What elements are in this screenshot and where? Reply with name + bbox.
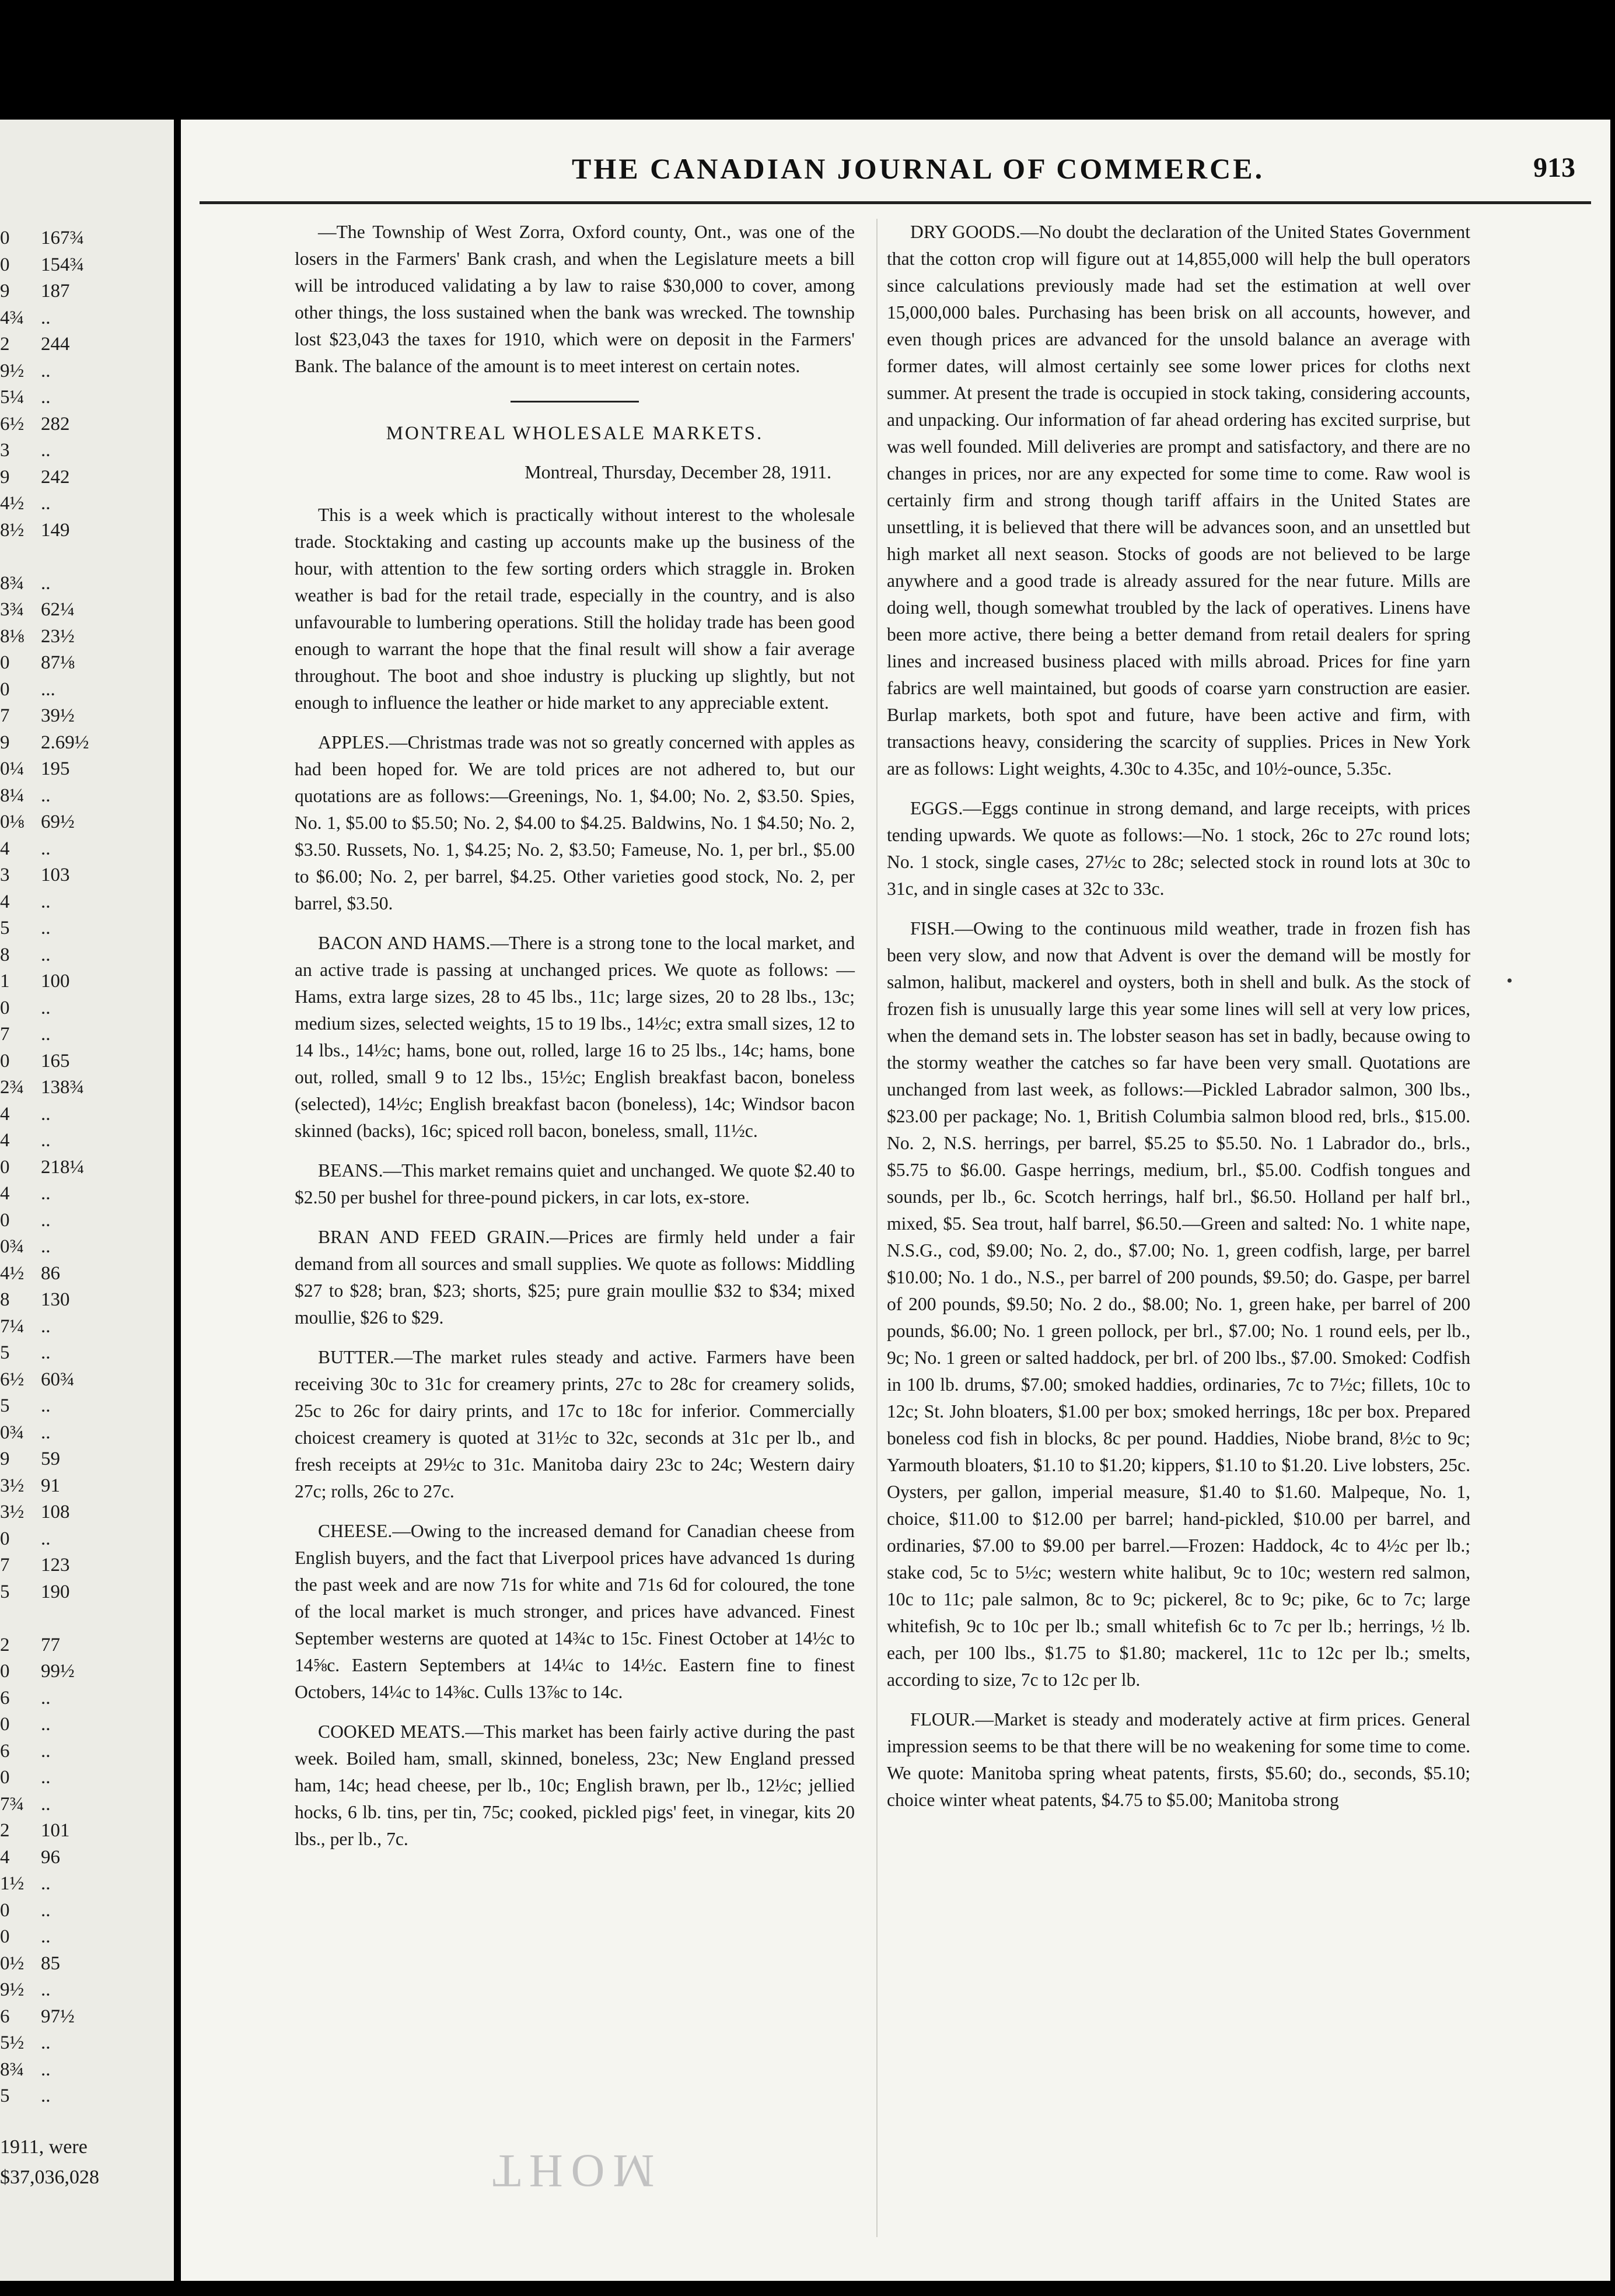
facing-page-cell: 77 xyxy=(41,1634,60,1656)
facing-page-cell: 4 xyxy=(0,1183,10,1204)
facing-page-cell: 7 xyxy=(0,705,10,726)
facing-page-cell: 190 xyxy=(41,1581,70,1602)
facing-page-cell: .. xyxy=(41,1315,51,1337)
facing-page-cell: 1 xyxy=(0,971,10,992)
facing-page-cell: .. xyxy=(41,1236,51,1257)
facing-page-cell: 0 xyxy=(0,254,10,275)
facing-page-cell: 6½ xyxy=(0,413,25,435)
eggs-report: EGGS.—Eggs continue in strong demand, and large receipts, with prices tending upwards. We quote as follows:—No. 1 stock, 26c to 27c round lots; No. 1 stock, single cases, 27½c to 28c; selected stock in round lots at 30c to 31c, and in single cases at 32c to 33c. xyxy=(887,798,1470,899)
facing-page-cell: .. xyxy=(41,1793,51,1815)
facing-page-cell: .. xyxy=(41,918,51,939)
facing-page-cell: 0 xyxy=(0,1661,10,1682)
facing-page-cell: 0 xyxy=(0,1714,10,1735)
facing-page-cell: .. xyxy=(41,1740,51,1762)
facing-page-cell: 2.69½ xyxy=(41,732,89,753)
facing-page-cell: .. xyxy=(41,1899,51,1921)
facing-page-cell: 3½ xyxy=(0,1502,25,1522)
facing-page-cell: 108 xyxy=(41,1502,70,1522)
township-notice: —The Township of West Zorra, Oxford county, Ont., was one of the losers in the Farmers' Bank crash, and when the Legislature meets a bill will be introduced validating a by law to raise $30,000 to cover, among other things, the loss sustained when the bank was wrecked. The township lost $23,043 the taxes for 1910, which were on deposit in the Farmers' Bank. The balance of the amount is to meet interest on certain notes. xyxy=(295,222,855,376)
facing-page-cell: 39½ xyxy=(41,705,75,726)
facing-page-cell: 4½ xyxy=(0,1262,25,1284)
facing-page-cell: .. xyxy=(41,440,51,461)
facing-page-cell: 5¼ xyxy=(0,387,25,408)
facing-page-cell: 4 xyxy=(0,1103,10,1125)
facing-page-cell: .. xyxy=(41,1714,51,1735)
facing-page-cell: 1½ xyxy=(0,1873,25,1894)
facing-page-cell: 2 xyxy=(0,1820,10,1841)
facing-page-cell: 218¼ xyxy=(41,1156,85,1178)
facing-page-cell: .. xyxy=(41,1979,51,2000)
facing-page-cell: .. xyxy=(41,572,51,594)
facing-page-cell: 103 xyxy=(41,864,70,886)
facing-page-cell: 138¾ xyxy=(41,1077,85,1098)
bacon-report: BACON AND HAMS.—There is a strong tone to the local market, and an active trade is passing at unchanged prices. We quote as follows: — Hams, extra large sizes, 28 to 45 lbs., 11c; large sizes, 20 to 28 lbs., 13c; medium sizes, selected weights, 15 to 19 lbs., 14½c; extra small sizes, 12 to 14 lbs., 14½c; hams, bone out, rolled, large 16 to 25 lbs., 14c; hams, bone out, rolled, small 9 to 12 lbs., 15½c; English breakfast bacon, boneless (selected), 14½c; English breakfast bacon (boneless), 14c; Windsor bacon skinned (backs), 16c; spiced roll bacon, boneless, small, 11½c. xyxy=(295,933,855,1141)
facing-page-cell: .. xyxy=(41,1687,51,1709)
facing-page-cell: 0 xyxy=(0,652,10,673)
facing-page-cell: 9½ xyxy=(0,1979,25,2000)
facing-page-cell: 5 xyxy=(0,1342,10,1363)
facing-page-cell: 85 xyxy=(41,1952,60,1974)
facing-page-cell: 7¾ xyxy=(0,1793,25,1815)
facing-page-cell: 86 xyxy=(41,1262,60,1284)
facing-page-cell: 69½ xyxy=(41,811,75,832)
section-title: MONTREAL WHOLESALE MARKETS. xyxy=(386,423,764,444)
column-gutter xyxy=(876,219,878,2237)
facing-page-cell: 0 xyxy=(0,1050,10,1072)
facing-page-cell: .. xyxy=(41,387,51,408)
facing-page-cell: 7 xyxy=(0,1555,10,1576)
facing-page-cell: 0 xyxy=(0,1209,10,1231)
facing-page-cell: 99½ xyxy=(41,1661,75,1682)
facing-page-cell: 0 xyxy=(0,1528,10,1549)
facing-page-foot-line-1: 1911, were xyxy=(0,2136,88,2158)
facing-page-cell: 59 xyxy=(41,1448,60,1469)
facing-page-cell: 2 xyxy=(0,1634,10,1656)
facing-page-cell: 9 xyxy=(0,1448,10,1469)
facing-page-cell: 282 xyxy=(41,413,70,435)
facing-page-cell: 8⅛ xyxy=(0,625,25,647)
facing-page-cell: 7 xyxy=(0,1024,10,1045)
facing-page-cell: 97½ xyxy=(41,2006,75,2027)
facing-page-cell: 6 xyxy=(0,1740,10,1762)
facing-page-cell: 100 xyxy=(41,971,70,992)
facing-page-cell: 8 xyxy=(0,944,10,965)
facing-page-cell: .. xyxy=(41,360,51,382)
facing-page-cell: 0 xyxy=(0,678,10,700)
facing-page-cell: .. xyxy=(41,997,51,1019)
facing-page-cell: 2 xyxy=(0,334,10,355)
facing-page-cell: 0⅛ xyxy=(0,811,25,832)
cheese-report: CHEESE.—Owing to the increased demand for Canadian cheese from English buyers, and the fact that Liverpool prices have advanced 1s during the past week and are now 71s for white and 71s 6d for coloured, the tone of the local market is much stronger, and prices have advanced. Finest September westerns are quoted at 14¾c to 15c. Finest October at 14½c to 14⅝c. Eastern Septembers at 14¼c to 14½c. Eastern fine to finest Octobers, 14¼c to 14⅜c. Culls 13⅞c to 14c. xyxy=(295,1521,855,1702)
left-column xyxy=(295,219,855,1866)
facing-page-cell: .. xyxy=(41,1395,51,1416)
facing-page-cell: 6 xyxy=(0,1687,10,1709)
fish-report: FISH.—Owing to the continuous mild weather, trade in frozen fish has been very slow, and now that Advent is over the demand will be mostly for salmon, halibut, mackerel and oysters, both in shell and bulk. As the stock of frozen fish is unusually large this year some lines will sell at very low prices, when the demand sets in. The lobster season has set in badly, because owing to the stormy weather the catches so far have been very small. Quotations are unchanged from last week, as follows:—Pickled Labrador salmon, 300 lbs., $23.00 per package; No. 1, British Columbia salmon blood red, brls., $15.00. No. 2, N.S. herrings, per barrel, $5.25 to $5.50. No. 1 Labrador do., brls., $5.75 to $6.00. Gaspe herrings, medium, brl., $5.00. Codfish tongues and sounds, per lb., 6c. Scotch herrings, half brl., $6.50. Holland per half brl., mixed, $5. Sea trout, half barrel, $6.50.—Green and salted: No. 1 white nape, N.S.G., cod, $9.00; No. 2, do., $7.00; No. 1, green codfish, large, per barrel $10.00; No. 1 do., N.S., per barrel of 200 pounds, $9.50; do. Gaspe, per barrel of 200 pounds, $9.50; No. 2 do., $8.00; No. 1, green hake, per barrel of 200 pounds, $6.00; No. 1 green pollock, per brl., $7.00; No. 1 round eels, per lb., 9c; No. 1 green or salted haddock, per brl. of 200 lbs., $7.00. Smoked: Codfish in 100 lb. drums, $7.00; smoked haddies, ordinaries, 7c to 7½c; fillets, 10c to 12c; St. John bloaters, $1.00 per box; smoked herrings, 18c per box. Prepared boneless cod fish in blocks, 8c per pound. Haddies, Niobe brand, 8½c to 9c; Yarmouth bloaters, $1.10 to $1.20; kippers, $1.10 to $1.20. Live lobsters, 25c. Oysters, per gallon, imperial measure, $1.40 to $1.60. Malpeque, No. 1, choice, $11.00 to $12.00 per barrel; hand-pickled, $10.00 per barrel, and ordinaries, $7.00 to $9.00 per barrel.—Frozen: Haddock, 4c to 4½c per lb.; stake cod, 5c to 5½c; western white halibut, 9c to 10c; western red salmon, 10c to 11c; pale salmon, 8c to 9c; pickerel, 8c to 9c; pike, 6c to 7c; large whitefish, 9c to 10c per lb.; small whitefish 6c to 7c per lb.; herrings, ½ lb. each, per 100 lbs., $1.75 to $1.80; mackerel, 11c to 12c per lb.; smelts, according to size, 7c to 12c per lb. xyxy=(887,918,1470,1690)
facing-page-cell: 7¼ xyxy=(0,1315,25,1337)
facing-page-cell: 0½ xyxy=(0,1952,25,1974)
facing-page-cell: 5 xyxy=(0,918,10,939)
section-divider xyxy=(511,401,639,402)
facing-page-cell: .. xyxy=(41,838,51,859)
facing-page-cell: 8½ xyxy=(0,519,25,541)
facing-page-cell: 0 xyxy=(0,1926,10,1947)
facing-page-cell: .. xyxy=(41,1209,51,1231)
facing-page-cell: .. xyxy=(41,1926,51,1947)
facing-page-cell: 149 xyxy=(41,519,70,541)
facing-page-cell: 60¾ xyxy=(41,1368,75,1390)
facing-page-cell: 5½ xyxy=(0,2032,25,2053)
dry-goods-report: DRY GOODS.—No doubt the declaration of the United States Government that the cotton crop will figure out at 14,855,000 will help the bull operators since calculations previously made had set the estimation at well over 15,000,000 bales. Purchasing has been brisk on all accounts, however, and even though prices are advanced for the unsold balance an average with former dates, will almost certainly see some lower prices for cloths next summer. At present the trade is occupied in stock taking, considering accounts, and unpacking. Our information of far ahead ordering has excited surprise, but was well founded. Mill deliveries are prompt and satisfactory, and there are no changes in prices, nor are any expected for some time to come. Raw wool is certainly firm and strong though tariff affairs in the United States are unsettling, it is believed that there will be advances soon, and an unsettled but high market all next season. Stocks of goods are not believed to be large anywhere and a good trade is already assured for the near future. Mills are doing well, though somewhat troubled by the lack of operatives. Linens have been more active, there being a better demand from retail dealers for spring lines and increased business placed with mills abroad. Prices for fine yarn fabrics are well maintained, but goods of coarse yarn construction are easier. Burlap markets, both spot and future, have been active and firm, with transactions heavy, considering the scarcity of supplies. Prices in New York are as follows: Light weights, 4.30c to 4.35c, and 10½-ounce, 5.35c. xyxy=(887,222,1470,779)
flour-report: FLOUR.—Market is steady and moderately active at firm prices. General impression seems to be that there will be no weakening for some time to come. We quote: Manitoba spring wheat patents, firsts, $5.60; do., seconds, $5.10; choice winter wheat patents, $4.75 to $5.00; Manitoba strong xyxy=(887,1709,1470,1810)
header-rule xyxy=(200,201,1591,204)
facing-page-cell: ... xyxy=(41,678,55,700)
market-overview: This is a week which is practically without interest to the wholesale trade. Stocktaking and casting up accounts make up the business of the hour, with attention to the few sorting orders which straggle in. Broken weather is bad for the retail trade, especially in the country, and is also unfavourable to lumbering operations. Still the holiday trade has been good enough to warrant the hope that the final result will show a fair average throughout. The boot and shoe industry is plucking up slightly, but not enough to influence the leather or hide market to any appreciable extent. xyxy=(295,505,855,713)
facing-page-cell: 4 xyxy=(0,1846,10,1868)
facing-page-cell: .. xyxy=(41,1342,51,1363)
bleed-through-stamp: MOHT xyxy=(484,2145,655,2196)
facing-page-cell: .. xyxy=(41,1873,51,1894)
facing-page-cell: 195 xyxy=(41,758,70,779)
facing-page-cell: 9½ xyxy=(0,360,25,382)
facing-page-footnote xyxy=(0,2132,99,2193)
facing-page-cell: .. xyxy=(41,891,51,912)
facing-page-cell: .. xyxy=(41,2059,51,2080)
facing-page-cell: .. xyxy=(41,493,51,514)
bran-report: BRAN AND FEED GRAIN.—Prices are firmly held under a fair demand from all sources and small supplies. We quote as follows: Middling $27 to $28; bran, $23; shorts, $25; pure grain moullie $32 to $34; mixed moullie, $26 to $29. xyxy=(295,1227,855,1328)
right-column xyxy=(887,219,1470,1826)
facing-page-cell: 4½ xyxy=(0,493,25,514)
facing-page-cell: 5 xyxy=(0,1395,10,1416)
facing-page-cell: 9 xyxy=(0,466,10,488)
facing-page-cell: 130 xyxy=(41,1289,70,1310)
facing-page-cell: 9 xyxy=(0,732,10,753)
facing-page-cell: .. xyxy=(41,1024,51,1045)
facing-page-cell: 3 xyxy=(0,440,10,461)
facing-page-cell: 154¾ xyxy=(41,254,85,275)
facing-page-cell: .. xyxy=(41,307,51,328)
facing-page-cell: 244 xyxy=(41,334,70,355)
facing-page-cell: .. xyxy=(41,2085,51,2106)
facing-page-cell: 4 xyxy=(0,838,10,859)
facing-page-cell: 4 xyxy=(0,891,10,912)
facing-page-cell: 4¾ xyxy=(0,307,25,328)
facing-page-cell: 6½ xyxy=(0,1368,25,1390)
facing-page-cell: 0 xyxy=(0,997,10,1019)
facing-page-cell: 242 xyxy=(41,466,70,488)
facing-page-cell: .. xyxy=(41,1103,51,1125)
facing-page-cell: 3 xyxy=(0,864,10,886)
facing-page-foot-line-2: $37,036,028 xyxy=(0,2166,99,2188)
facing-page-cell: 9 xyxy=(0,281,10,302)
facing-page-cell: 2¾ xyxy=(0,1077,25,1098)
page-number: 913 xyxy=(1533,152,1575,183)
cooked-meats-report: COOKED MEATS.—This market has been fairly active during the past week. Boiled ham, small, skinned, boneless, 23c; New England pressed ham, 14c; head cheese, per lb., 10c; English brawn, per lb., 12½c; jellied hocks, 6 lb. tins, per tin, 75c; cooked, pickled pigs' feet, in vinegar, kits 20 lbs., per lb., 7c. xyxy=(295,1721,855,1849)
facing-page-cell: 5 xyxy=(0,2085,10,2106)
facing-page-cell: 123 xyxy=(41,1555,70,1576)
facing-page-cell: 96 xyxy=(41,1846,60,1868)
facing-page-cell: 0 xyxy=(0,1899,10,1921)
butter-report: BUTTER.—The market rules steady and active. Farmers have been receiving 30c to 31c for creamery prints, 27c to 28c for creamery solids, 25c to 26c for dairy prints, and 17c to 18c for inferior. Commercially choicest creamery is quoted at 31½c to 32c, seconds at 31c per lb., and fresh receipts at 29½c to 31c. Manitoba dairy 23c to 24c; Western dairy 27c; rolls, 26c to 27c. xyxy=(295,1347,855,1502)
dateline: Montreal, Thursday, December 28, 1911. xyxy=(525,461,831,482)
facing-page-cell: .. xyxy=(41,944,51,965)
facing-page-cell: 8¼ xyxy=(0,785,25,806)
facing-page-cell: .. xyxy=(41,1130,51,1151)
facing-page-cell: 0 xyxy=(0,1767,10,1788)
facing-page-cell: 6 xyxy=(0,2006,10,2027)
facing-page-cell: 62¼ xyxy=(41,599,75,620)
facing-page-cell: 87⅛ xyxy=(41,652,75,673)
facing-page-cell: 165 xyxy=(41,1050,70,1072)
facing-page-cell: 0¾ xyxy=(0,1422,25,1443)
facing-page-cell: 101 xyxy=(41,1820,70,1841)
facing-page-cell: 8¾ xyxy=(0,572,25,594)
facing-page-row xyxy=(0,2080,174,2112)
facing-page-cell: 3¾ xyxy=(0,599,25,620)
margin-mark: • xyxy=(1506,971,1513,991)
facing-page-cell: 167¾ xyxy=(41,228,85,249)
facing-page-cell: 91 xyxy=(41,1475,60,1496)
facing-page-cell: 187 xyxy=(41,281,70,302)
facing-page-cell: 8 xyxy=(0,1289,10,1310)
facing-page-cell: 0 xyxy=(0,228,10,249)
facing-page-cell: .. xyxy=(41,1767,51,1788)
apples-report: APPLES.—Christmas trade was not so greatly concerned with apples as had been hoped for. We are told prices are not adhered to, but our quotations are as follows:—Greenings, No. 1, $4.00; No. 2, $3.50. Spies, No. 1, $5.00 to $5.50; No. 2, $4.00 to $4.25. Baldwins, No. 1 $4.50; No. 2, $3.50. Russets, No. 1, $4.25; No. 2, $3.50; Fameuse, No. 1, per brl., $5.00 to $6.00; No. 2, per barrel, $4.25. Other varieties good stock, No. 2, per barrel, $3.50. xyxy=(295,732,855,914)
facing-page-cell: 5 xyxy=(0,1581,10,1602)
facing-page-cell: 0¾ xyxy=(0,1236,25,1257)
facing-page-cell: .. xyxy=(41,2032,51,2053)
facing-page-cell: 4 xyxy=(0,1130,10,1151)
facing-page-cell: 23½ xyxy=(41,625,75,647)
page-title: THE CANADIAN JOURNAL OF COMMERCE. xyxy=(572,152,1265,185)
facing-page-fragment xyxy=(0,120,174,2281)
facing-page-cell: .. xyxy=(41,785,51,806)
facing-page-cell: 0 xyxy=(0,1156,10,1178)
facing-page-cell: .. xyxy=(41,1528,51,1549)
journal-page xyxy=(181,120,1610,2281)
facing-page-cell: 8¾ xyxy=(0,2059,25,2080)
facing-page-cell: .. xyxy=(41,1183,51,1204)
beans-report: BEANS.—This market remains quiet and unchanged. We quote $2.40 to $2.50 per bushel for three-pound pickers, in car lots, ex-store. xyxy=(295,1160,855,1208)
facing-page-cell: 0¼ xyxy=(0,758,25,779)
facing-page-cell: .. xyxy=(41,1422,51,1443)
facing-page-cell: 3½ xyxy=(0,1475,25,1496)
